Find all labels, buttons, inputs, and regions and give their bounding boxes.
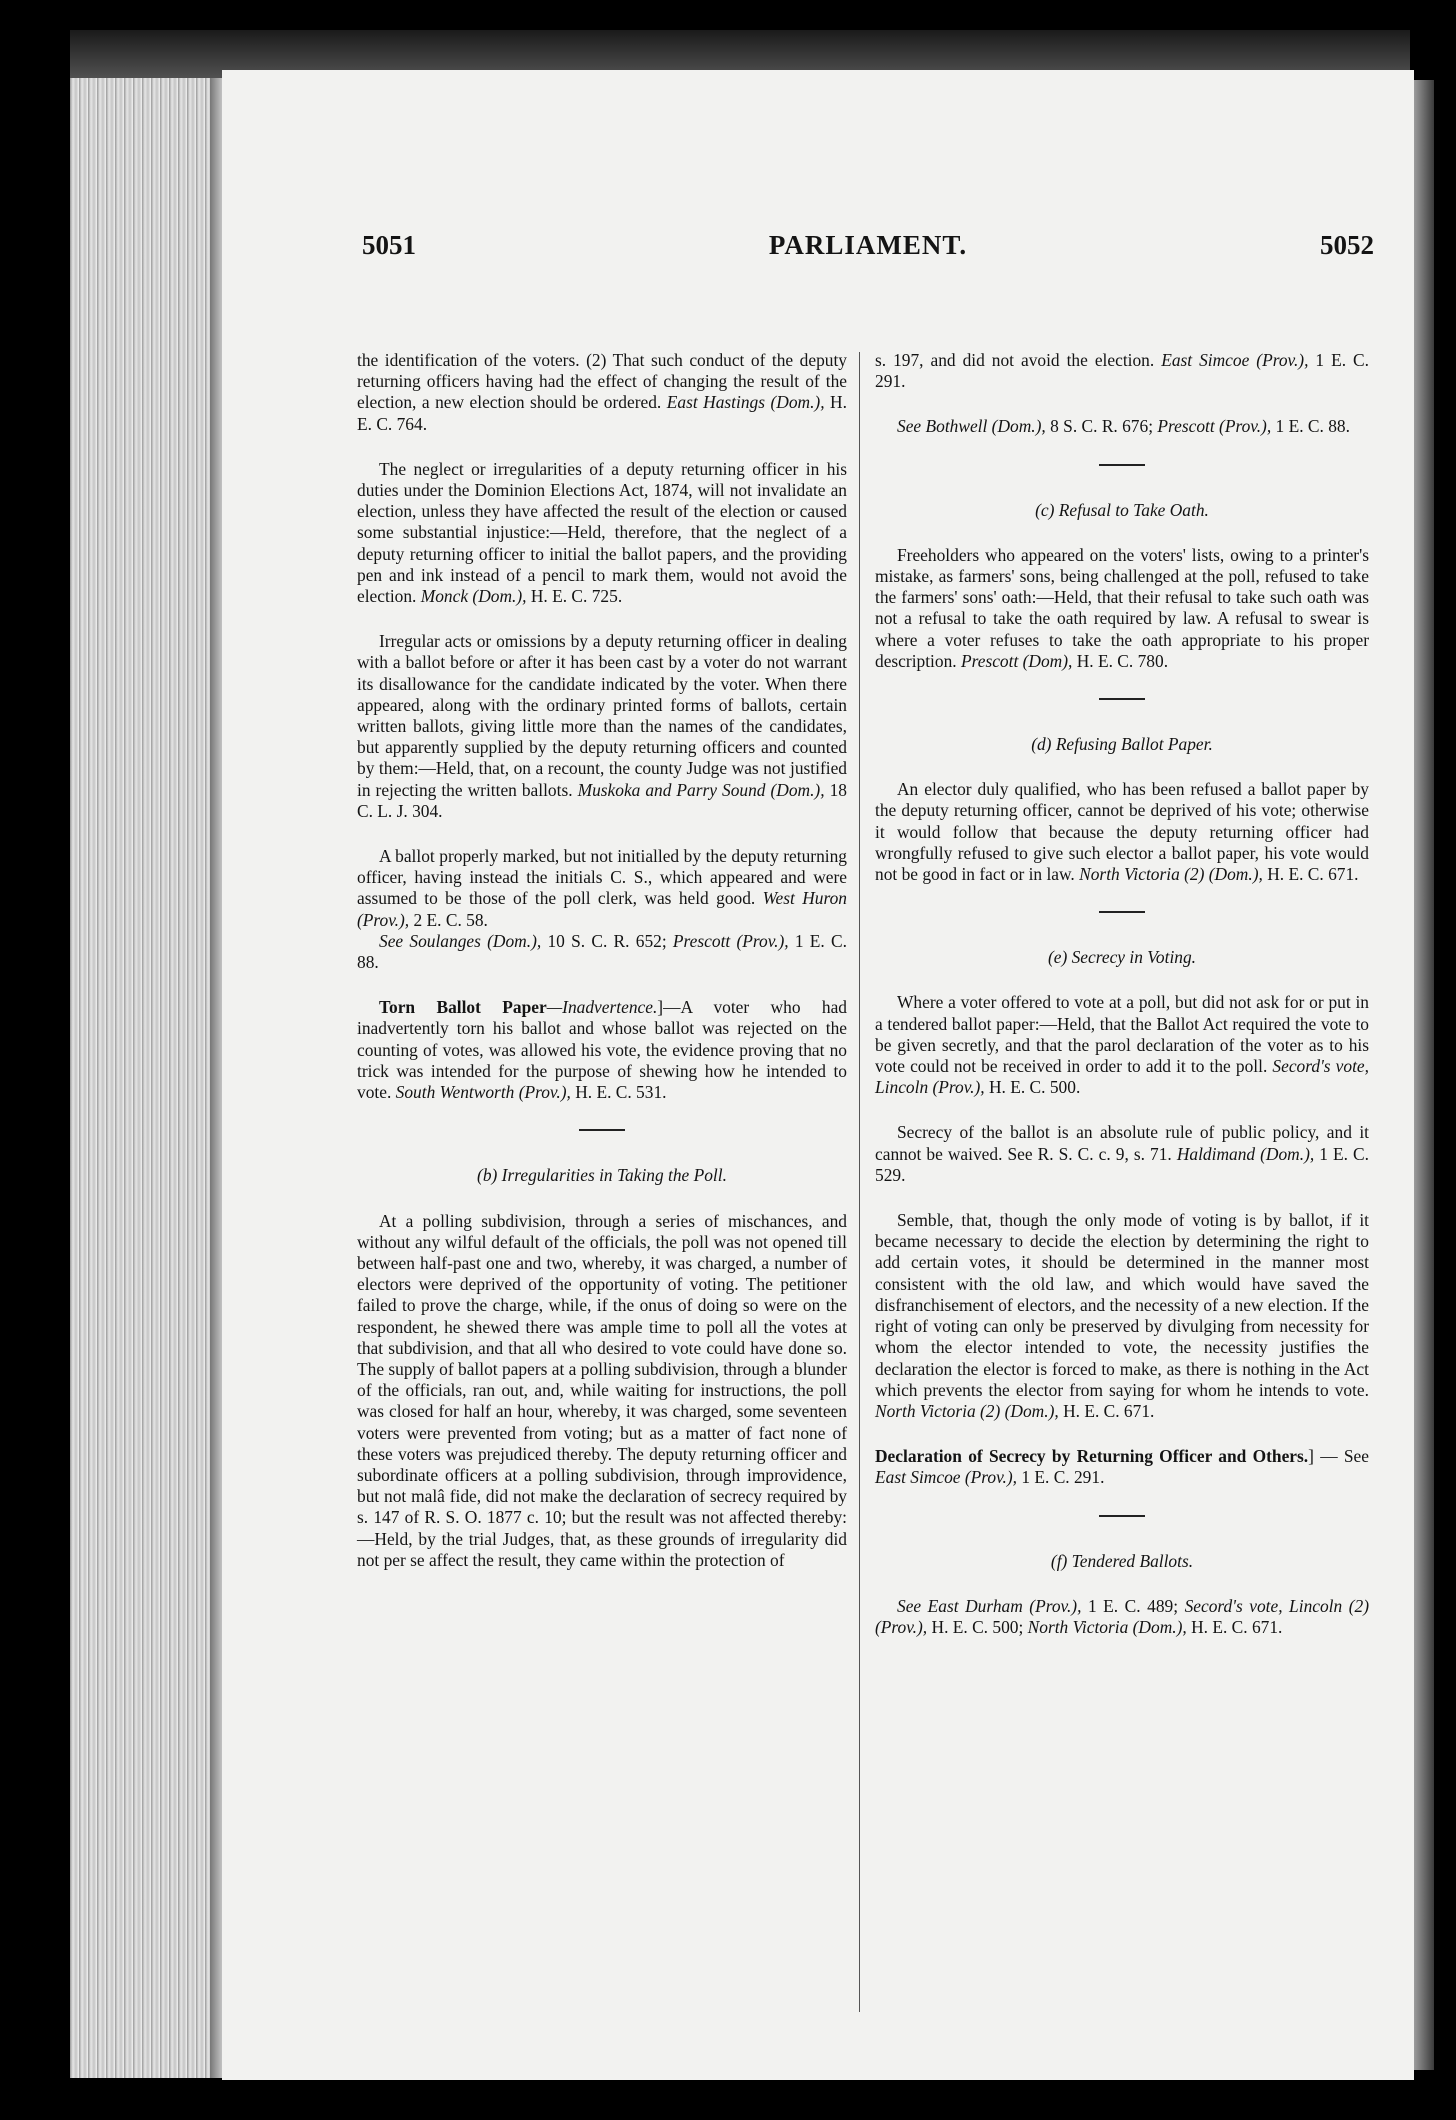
paragraph: Semble, that, though the only mode of voting is by ballot, if it became necessary to decide the election by determining the right to add certain votes, it should be determined in the manner most consistent with the old law, and which would have saved the disfranchisement of electors, and the necessity of a new election. If the right of voting can only be preserved by divulging from necessity for whom the elector intended to vote, the necessity justifies the declaration the elector is forced to make, as there is nothing in the Act which prevents the elector from saying for whom he intends to vote. North Victoria (2) (Dom.), H. E. C. 671. [875, 1210, 1369, 1421]
citation: H. E. C. 671. [1058, 1400, 1155, 1421]
case-name: East Durham (Prov.), [927, 1595, 1082, 1616]
case-name: Haldimand (Dom.), [1176, 1143, 1315, 1164]
citation: H. E. C. 500; [927, 1616, 1024, 1637]
subheading-e: (e) Secrecy in Voting. [1047, 947, 1197, 968]
case-name: Prescott (Dom), [960, 650, 1073, 671]
case-name: North Victoria (2) (Dom.), [1079, 864, 1263, 885]
page-number-left: 5051 [362, 230, 416, 260]
citation: H. E. C. 780. [1072, 650, 1169, 671]
citation: H. E. C. 764. [357, 392, 847, 434]
column-divider [859, 352, 860, 2012]
citation: 18 C. L. J. 304. [357, 779, 847, 821]
case-name: South Wentworth (Prov.), [395, 1082, 571, 1103]
subheading-c: (c) Refusal to Take Oath. [1035, 499, 1209, 520]
paragraph: An elector duly qualified, who has been refused a ballot paper by the deputy returning officer, cannot be deprived of his vote; otherwise it would follow that because the deputy returning officer had wrongfully refused to give such elector a ballot paper, his vote would not be good in fact or in law. North Victoria (2) (Dom.), H. E. C. 671. [875, 779, 1369, 885]
separator-rule [1099, 464, 1145, 466]
subheading-d: (d) Refusing Ballot Paper. [1031, 734, 1213, 755]
citation: H. E. C. 671. [1186, 1616, 1283, 1637]
case-name: Bothwell (Dom.), [925, 416, 1046, 437]
separator-rule [579, 1129, 625, 1131]
page-right-edge [1414, 80, 1434, 2070]
see-also: See Bothwell (Dom.), 8 S. C. R. 676; Prescott (Prov.), 1 E. C. 88. [897, 416, 1350, 437]
case-name: Muskoka and Parry Sound (Dom.), [577, 779, 825, 800]
separator-rule [1099, 911, 1145, 913]
case-name: East Hastings (Dom.), [666, 392, 825, 413]
case-name: West Huron (Prov.), [357, 888, 847, 930]
see-also: See Soulanges (Dom.), 10 S. C. R. 652; Prescott (Prov.), 1 E. C. 88. [357, 930, 847, 973]
separator-rule [1099, 1515, 1145, 1517]
case-name: Monck (Dom.), [420, 586, 527, 607]
case-name: Secord's vote, Lincoln (2) (Prov.), [875, 1595, 1369, 1637]
citation: 10 S. C. R. 652; [541, 930, 667, 951]
left-column [357, 350, 847, 1595]
running-header [362, 230, 1374, 270]
case-name: East Simcoe (Prov.), [875, 1467, 1017, 1488]
citation: 1 E. C. 88. [357, 930, 847, 973]
paragraph: The neglect or irregularities of a deputy returning officer in his duties under the Dominion Elections Act, 1874, will not invalidate an election, unless they have affected the result of the election or caused some substantial injustice:—Held, therefore, that the neglect of a deputy returning officer to initial the ballot papers, and the providing pen and ink instead of a pencil to mark them, would not avoid the election. Monck (Dom.), H. E. C. 725. [357, 458, 847, 607]
citation: H. E. C. 531. [570, 1082, 667, 1103]
page-number-right: 5052 [1320, 230, 1374, 260]
paragraph: s. 197, and did not avoid the election. East Simcoe (Prov.), 1 E. C. 291. [875, 350, 1369, 392]
case-name: North Victoria (Dom.), [1027, 1616, 1187, 1637]
case-name: Prescott (Prov.), [672, 930, 789, 951]
case-name: East Simcoe (Prov.), [1161, 350, 1309, 370]
case-name: Prescott (Prov.), [1157, 416, 1272, 437]
case-name: North Victoria (2) (Dom.), [875, 1400, 1059, 1421]
page-title: PARLIAMENT. [768, 230, 968, 260]
citation: 1 E. C. 291. [875, 350, 1369, 392]
case-name: Secord's vote, Lincoln (Prov.), [875, 1056, 1369, 1098]
subheading-f: (f) Tendered Ballots. [1050, 1550, 1194, 1571]
paragraph: Torn Ballot Paper—Inadvertence.]—A voter who had inadvertently torn his ballot and whose ballot was rejected on the counting of votes, was allowed his vote, the evidence proving that no trick was intended for the purpose of shewing how he intended to vote. South Wentworth (Prov.), H. E. C. 531. [357, 997, 847, 1103]
citation: H. E. C. 500. [984, 1077, 1081, 1098]
citation: 1 E. C. 489; [1081, 1595, 1179, 1616]
citation: 1 E. C. 291. [1016, 1467, 1105, 1488]
case-name: Soulanges (Dom.), [409, 930, 542, 951]
paragraph: Declaration of Secrecy by Returning Officer and Others.] — See East Simcoe (Prov.), 1 E. C. 291. [875, 1446, 1369, 1488]
citation: 2 E. C. 58. [409, 909, 488, 930]
citation: H. E. C. 671. [1262, 864, 1359, 885]
subheading-b: (b) Irregularities in Taking the Poll. [477, 1165, 727, 1186]
citation: 1 E. C. 88. [1271, 416, 1350, 437]
paragraph: At a polling subdivision, through a series of mischances, and without any wilful default of the officials, the poll was not opened till between half-past one and two, whereby, it was charged, a number of electors were deprived of the opportunity of voting. The petitioner failed to prove the charge, while, if the onus of doing so were on the respondent, he shewed there was ample time to poll all the votes at that subdivision, and that all who desired to vote could have done so. The supply of ballot papers at a polling subdivision, through a blunder of the officials, ran out, and, while waiting for instructions, the poll was closed for half an hour, whereby, it was charged, some seventeen voters were prevented from voting; but as a matter of fact none of these voters was prejudiced thereby. The deputy returning officer and subordinate officers at a polling subdivision, through improvidence, but not malâ fide, did not make the declaration of secrecy required by s. 147 of R. S. O. 1877 c. 10; but the result was not affected thereby:—Held, by the trial Judges, that, as these grounds of irregularity did not per se affect the result, they came within the protection of [357, 1210, 847, 1570]
paragraph: Where a voter offered to vote at a poll, but did not ask for or put in a tendered ballot paper:—Held, that the Ballot Act required the vote to be given secretly, and that the parol declaration of the voter as to his vote could not be received in order to add it to the poll. Secord's vote, Lincoln (Prov.), H. E. C. 500. [875, 992, 1369, 1098]
section-heading: Declaration of Secrecy by Returning Officer and Others. [875, 1446, 1309, 1467]
paragraph: the identification of the voters. (2) That such conduct of the deputy returning officers having had the effect of changing the result of the election, a new election should be ordered. East Hastings (Dom.), H. E. C. 764. [357, 350, 847, 434]
see-also: See East Durham (Prov.), 1 E. C. 489; Secord's vote, Lincoln (2) (Prov.), H. E. C. 500; North Victoria (Dom.), H. E. C. 671. [875, 1595, 1369, 1637]
paragraph: Irregular acts or omissions by a deputy returning officer in dealing with a ballot before or after it has been cast by a voter do not warrant its disallowance for the candidate indicated by the voter. When there appeared, along with the ordinary printed forms of ballots, certain written ballots, giving little more than the names of the candidates, but apparently supplied by the deputy returning officers and counted by them:—Held, that, on a recount, the county Judge was not justified in rejecting the written ballots. Muskoka and Parry Sound (Dom.), 18 C. L. J. 304. [357, 631, 847, 821]
citation: 8 S. C. R. 676; [1045, 416, 1154, 437]
separator-rule [1099, 698, 1145, 700]
citation: H. E. C. 725. [526, 586, 623, 607]
section-heading: Torn Ballot Paper [379, 997, 547, 1018]
page-edges [70, 78, 220, 2078]
book-page [222, 70, 1414, 2080]
right-column [875, 350, 1369, 1662]
paragraph: Freeholders who appeared on the voters' lists, owing to a printer's mistake, as farmers' sons, being challenged at the poll, refused to take the farmers' sons' oath:—Held, that their refusal to take such oath was not a refusal to take the oath required by law. A refusal to swear is where a voter refuses to take the oath appropriate to his proper description. Prescott (Dom), H. E. C. 780. [875, 544, 1369, 671]
paragraph: A ballot properly marked, but not initialled by the deputy returning officer, having instead the initials C. S., which appeared and were assumed to be those of the poll clerk, was held good. West Huron (Prov.), 2 E. C. 58. [357, 846, 847, 930]
citation: 1 E. C. 529. [875, 1143, 1369, 1185]
paragraph: Secrecy of the ballot is an absolute rule of public policy, and it cannot be waived. See R. S. C. c. 9, s. 71. Haldimand (Dom.), 1 E. C. 529. [875, 1122, 1369, 1185]
